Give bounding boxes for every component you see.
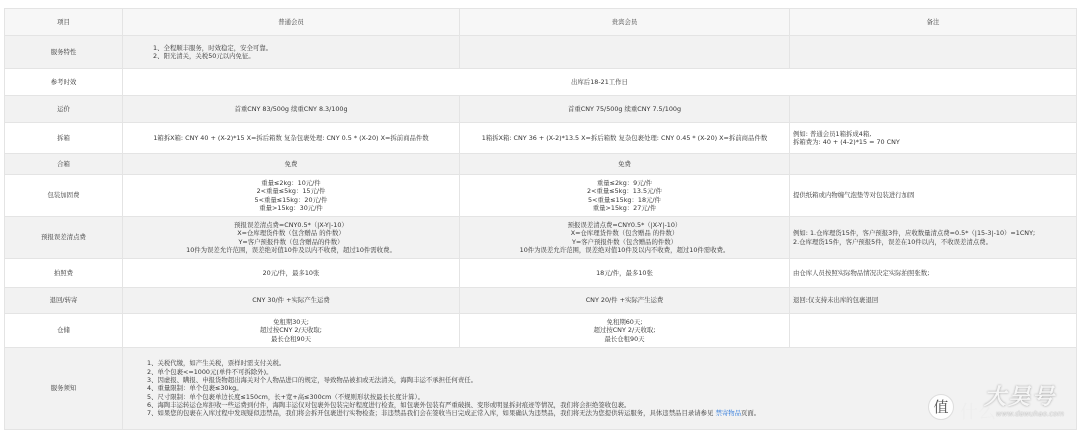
reinforce-vip-line-2: 2<重量≤5kg：13.5元/件 <box>463 187 786 195</box>
notice-line-6: 6、海陶丰运转运仓库拒收一些运费到付件，海陶丰运仅对包裹外包装完好程度进行检查，如包裹外包装有严重破损、变形或明显拆封痕迹等情况，我们将会拒绝签收包裹。 <box>147 401 1073 409</box>
notice-line-4: 4、重量限制：单个包裹≤30kg。 <box>147 384 1073 392</box>
storage-note <box>790 314 1077 348</box>
split-vip: 1箱拆X箱: CNY 36 + (X-2)*13.5 X=拆后箱数 复杂包裹处理: CNY 0.45 * (X-20) X=拆前商品件数 <box>460 123 790 154</box>
storage-vip <box>460 314 790 348</box>
return-note: 退回:仅支持未出库的包裹退回 <box>790 288 1077 314</box>
label-merge: 合箱 <box>5 154 123 175</box>
notice-line-7-text: 7、如果您的包裹在入库过程中发现疑似违禁品，我们将会拆开包裹进行实物检查；非违禁品我们会在签收当日完成正常入库，如果确认为违禁品，我们将无法为您提供转运服务，具体违禁品目录请参见 <box>147 409 715 417</box>
row-price <box>5 96 1077 123</box>
row-notice <box>5 348 1077 430</box>
label-notice: 服务须知 <box>5 348 123 430</box>
storage-standard-line-1: 免租期30天; <box>126 318 456 326</box>
error-note-line-1: 例如: 1.仓库理货15件，客户预报3件，应收数量清点费=0.5*（|15-3|-10）=1CNY; <box>793 229 1073 237</box>
notice-line-5: 5、尺寸限制：单个包裹单边长度≤150cm，长+宽+高≤300cm（不规则形状按最长长度计算）。 <box>147 393 1073 401</box>
reinforce-standard-line-2: 2<重量≤5kg：15元/件 <box>126 187 456 195</box>
watermark-sep: 什么 <box>960 398 996 424</box>
features-standard <box>123 36 460 69</box>
fee-table <box>4 8 1077 430</box>
photo-note: 由仓库人员按照实际物品情况决定实际拍照张数; <box>790 259 1077 288</box>
storage-standard-line-3: 最长仓租90天 <box>126 335 456 343</box>
merge-note <box>790 154 1077 175</box>
storage-vip-line-3: 最长仓租90天 <box>463 335 786 343</box>
features-note <box>790 36 1077 69</box>
badge-icon: 值 <box>928 394 954 420</box>
header-vip: 贵宾会员 <box>460 9 790 36</box>
reinforce-standard-line-3: 5<重量≤15kg：20元/件 <box>126 196 456 204</box>
reinforce-vip <box>460 175 790 217</box>
reinforce-vip-line-4: 重量>15kg：27元/件 <box>463 204 786 212</box>
error-vip <box>460 217 790 259</box>
label-storage: 仓储 <box>5 314 123 348</box>
watermark-brand: 大吴号 <box>984 380 1056 411</box>
row-timing <box>5 69 1077 96</box>
error-note-line-2: 2.仓库理货15件，客户预报5件，误差在10件以内，不收误差清点费。 <box>793 238 1073 246</box>
reinforce-vip-line-3: 5<重量≤15kg：18元/件 <box>463 196 786 204</box>
storage-vip-line-1: 免租期60天; <box>463 318 786 326</box>
return-vip: CNY 20/件 +实际产生运费 <box>460 288 790 314</box>
row-return <box>5 288 1077 314</box>
row-split <box>5 123 1077 154</box>
label-photo: 拍照费 <box>5 259 123 288</box>
merge-vip: 免费 <box>460 154 790 175</box>
split-note-line-2: 拆箱费为: 40 + (4-2)*15 = 70 CNY <box>793 138 1073 146</box>
photo-standard: 20元/件，最多10张 <box>123 259 460 288</box>
label-price: 运价 <box>5 96 123 123</box>
prohibited-items-link[interactable]: 禁寄物品 <box>715 409 741 417</box>
watermark-site: www.dawuhao.com <box>996 410 1064 418</box>
error-standard-line-1: 预报误差清点费=CNY0.5*（|X-Y|-10） <box>126 221 456 229</box>
split-note <box>790 123 1077 154</box>
return-standard: CNY 30/件 +实际产生运费 <box>123 288 460 314</box>
label-timing: 参考时效 <box>5 69 123 96</box>
split-standard: 1箱拆X箱: CNY 40 + (X-2)*15 X=拆后箱数 复杂包裹处理: CNY 0.5 * (X-20) X=拆前商品件数 <box>123 123 460 154</box>
header-item: 项目 <box>5 9 123 36</box>
reinforce-vip-line-1: 重量≤2kg：9元/件 <box>463 179 786 187</box>
price-standard: 首重CNY 83/500g 续重CNY 8.3/100g <box>123 96 460 123</box>
error-standard-line-4: 10件为误差允许范围，误差绝对值10件及以内不收费，超过10件需收费。 <box>126 246 456 254</box>
error-note <box>790 217 1077 259</box>
notice-line-2: 2、单个包裹<=1000元(单件不可拆除外)。 <box>147 368 1073 376</box>
row-storage <box>5 314 1077 348</box>
features-vip <box>460 36 790 69</box>
error-standard <box>123 217 460 259</box>
header-row <box>5 9 1077 36</box>
reinforce-standard <box>123 175 460 217</box>
photo-vip: 18元/件，最多10张 <box>460 259 790 288</box>
error-vip-line-2: X=仓库理货件数（包含赠品 的件数） <box>463 229 786 237</box>
label-split: 拆箱 <box>5 123 123 154</box>
features-line-2: 2、阳光清关，关税50元以内免征。 <box>153 52 456 60</box>
row-merge <box>5 154 1077 175</box>
row-features <box>5 36 1077 69</box>
reinforce-standard-line-4: 重量>15kg：30元/件 <box>126 204 456 212</box>
row-photo <box>5 259 1077 288</box>
label-features: 服务特性 <box>5 36 123 69</box>
notice-line-1: 1、关税代缴，如产生关税，票样时需支付关税。 <box>147 359 1073 367</box>
storage-vip-line-2: 超过按CNY 2/天收取; <box>463 326 786 334</box>
watermark <box>924 380 1074 426</box>
price-note <box>790 96 1077 123</box>
notice-line-7-suffix: 页面。 <box>741 409 760 417</box>
merge-standard: 免费 <box>123 154 460 175</box>
storage-standard-line-2: 超过按CNY 2/天收取; <box>126 326 456 334</box>
row-reinforce <box>5 175 1077 217</box>
features-line-1: 1、全程顺丰服务，时效稳定，安全可靠。 <box>153 44 456 52</box>
storage-standard <box>123 314 460 348</box>
reinforce-note: 提供纸箱或内物缠气泡垫等对包装进行加固 <box>790 175 1077 217</box>
reinforce-standard-line-1: 重量≤2kg：10元/件 <box>126 179 456 187</box>
error-vip-line-3: Y=客户预报件数（包含赠品的件数） <box>463 238 786 246</box>
error-vip-line-4: 10件为误差允许范围，误差绝对值10件及以内不收费，超过10件需收费。 <box>463 246 786 254</box>
error-vip-line-1: 预报误差清点费=CNY0.5*（|X-Y|-10） <box>463 221 786 229</box>
label-error: 预报误差清点费 <box>5 217 123 259</box>
header-standard: 普通会员 <box>123 9 460 36</box>
error-standard-line-3: Y=客户预报件数（包含赠品的件数） <box>126 238 456 246</box>
label-reinforce: 包装加固费 <box>5 175 123 217</box>
header-note: 备注 <box>790 9 1077 36</box>
timing-value: 出库后18-21工作日 <box>123 69 1077 96</box>
label-return: 退回/转寄 <box>5 288 123 314</box>
row-error <box>5 217 1077 259</box>
price-vip: 首重CNY 75/500g 续重CNY 7.5/100g <box>460 96 790 123</box>
error-standard-line-2: X=仓库理货件数（包含赠品 的件数） <box>126 229 456 237</box>
split-note-line-1: 例如: 普通会员1箱拆成4箱, <box>793 130 1073 138</box>
notice-line-3: 3、因虚报、瞒报、申报货物超出海关对个人物品进口的规定，导致物品被扣或无法清关，海陶丰运不承担任何责任。 <box>147 376 1073 384</box>
